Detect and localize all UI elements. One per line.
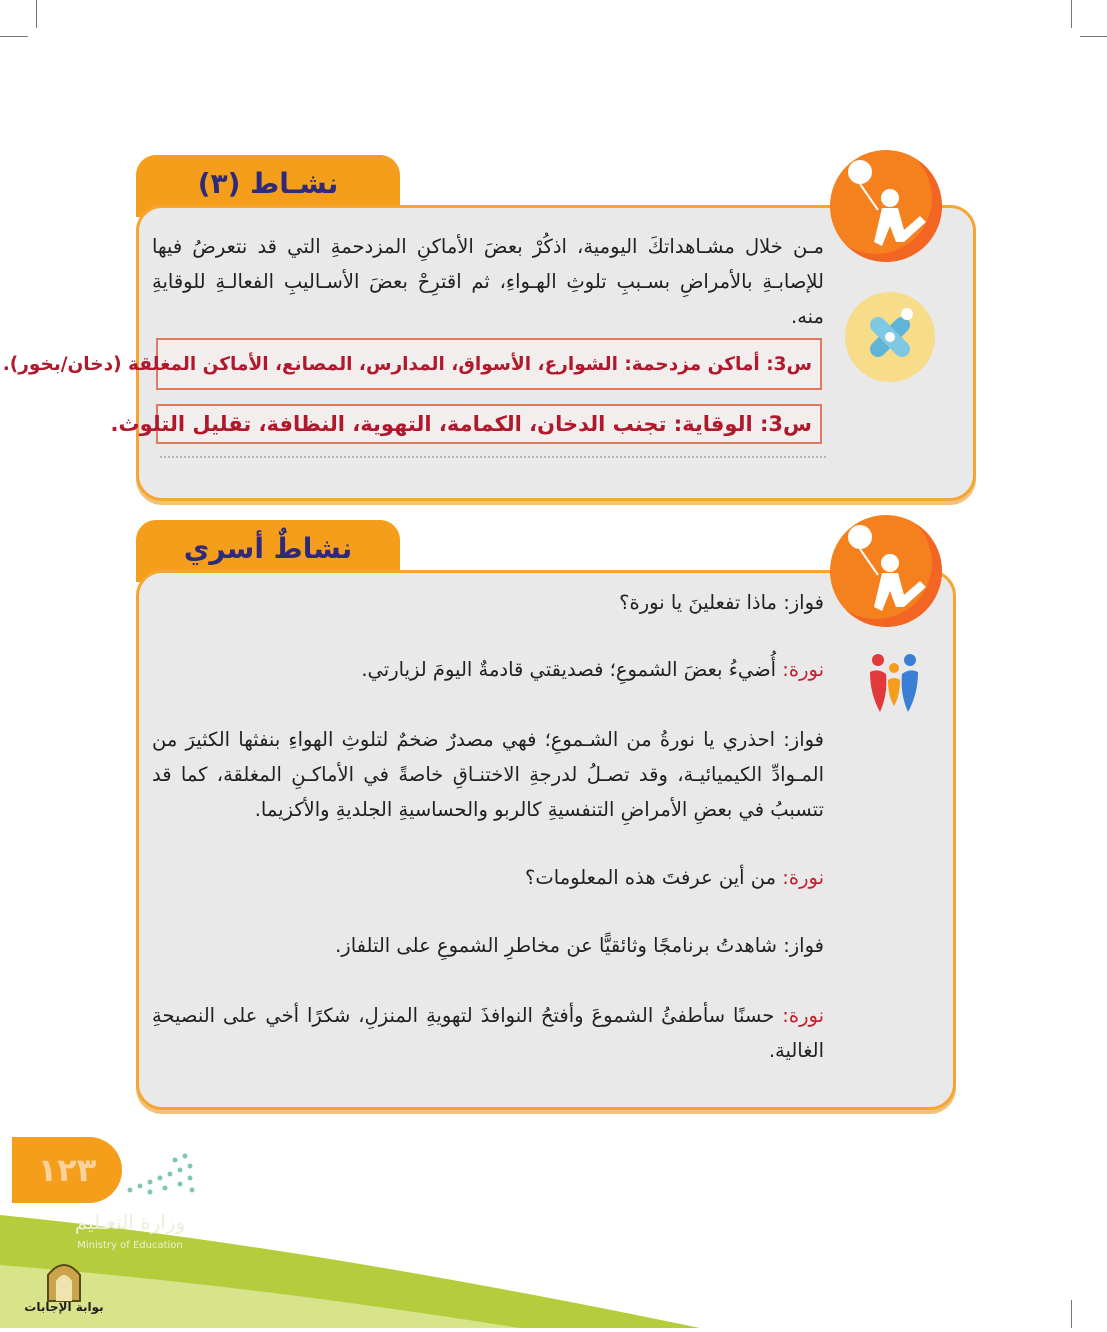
answer-prevention: س3: الوقاية: تجنب الدخان، الكمامة، التهوية، النظافة، تقليل التلوث.: [156, 404, 822, 444]
family-activity-tab: [136, 520, 400, 576]
balloon-child-icon: [830, 150, 942, 262]
dialogue-speaker: نورة:: [776, 866, 824, 889]
dialogue-speaker: فواز:: [777, 934, 824, 957]
page-number: ١٢٣: [37, 1151, 97, 1189]
dialogue-line: [152, 652, 824, 687]
ministry-name-en: Ministry of Education: [77, 1240, 183, 1251]
crop-mark: [1080, 36, 1107, 37]
activity3-tab: [136, 155, 400, 211]
dialogue-line: [152, 928, 824, 963]
dialogue-text: احذري يا نورةُ من الشـموعِ؛ فهي مصدرٌ ضخمٌ لتلوثِ الهواءِ بنفثها الكثيرَ من المـوادِّ الكيميائيـة، وقد تصـلُ لدرجةِ الاختنـاقِ خاصةً في الأماكـنِ المغلقة، كما قد تتسببُ في بعضِ الأمراضِ التنفسيةِ كالربو والحساسيةِ الجلديةِ والأكزيما.: [152, 728, 824, 821]
dots-logo-icon: [120, 1150, 200, 1200]
crop-mark: [1071, 0, 1072, 28]
dialogue-text: أُضيءُ بعضَ الشموعِ؛ فصديقتي قادمةٌ اليومَ لزيارتي.: [361, 658, 777, 681]
activity3-title: نشـاط (٣): [197, 166, 339, 200]
dialogue-text: حسنًا سأطفئُ الشموعَ وأفتحُ النوافذَ لتهويةِ المنزلِ، شكرًا أخي على النصيحةِ الغالية.: [152, 1004, 824, 1062]
balloon-child-icon: [830, 515, 942, 627]
page-number-tab: [12, 1137, 122, 1203]
dialogue-speaker: فواز:: [777, 591, 824, 614]
crop-mark: [0, 36, 28, 37]
dialogue-line: [152, 860, 824, 895]
dialogue-text: شاهدتُ برنامجًا وثائقيًّا عن مخاطرِ الشموعِ على التلفاز.: [335, 934, 777, 957]
crop-mark: [36, 0, 37, 28]
dialogue-line: [152, 722, 824, 827]
activity-badge-icon: [830, 150, 942, 262]
dialogue-speaker: فواز:: [775, 728, 825, 751]
dialogue-text: ماذا تفعلينَ يا نورة؟: [619, 591, 777, 614]
dialogue-text: من أين عرفتَ هذه المعلومات؟: [525, 866, 777, 889]
answer-crowded-places: س3: أماكن مزدحمة: الشوارع، الأسواق، المدارس، المصانع، الأماكن المغلقة (دخان/بخور).: [156, 338, 822, 390]
dialogue-speaker: نورة:: [776, 658, 824, 681]
family-icon: [866, 650, 922, 720]
dialogue-line: [152, 998, 824, 1068]
answer-line: [160, 456, 826, 458]
family-activity-title: نشاطٌ أسري: [183, 531, 353, 565]
family-badge-icon: [830, 515, 942, 627]
activity3-prompt: مـن خلال مشـاهداتكَ اليومية، اذكُرْ بعضَ الأماكنِ المزدحمةِ التي قد نتعرضُ فيها للإصابـةِ بالأمراضِ بسـببِ تلوثِ الهـواءِ، ثم اقترِحْ بعضَ الأسـاليبِ الفعالـةِ للوقايةِ منه.: [152, 235, 824, 328]
site-name: بوابة الإجابات: [24, 1300, 104, 1314]
site-logo-icon: [42, 1255, 86, 1303]
bandage-icon: [845, 292, 935, 382]
dialogue-line: [152, 585, 824, 620]
dialogue-speaker: نورة:: [774, 1004, 825, 1027]
ministry-name: وزارة التعـليم: [74, 1210, 186, 1234]
ministry-logo: [120, 1150, 200, 1200]
crop-mark: [1071, 1300, 1072, 1328]
